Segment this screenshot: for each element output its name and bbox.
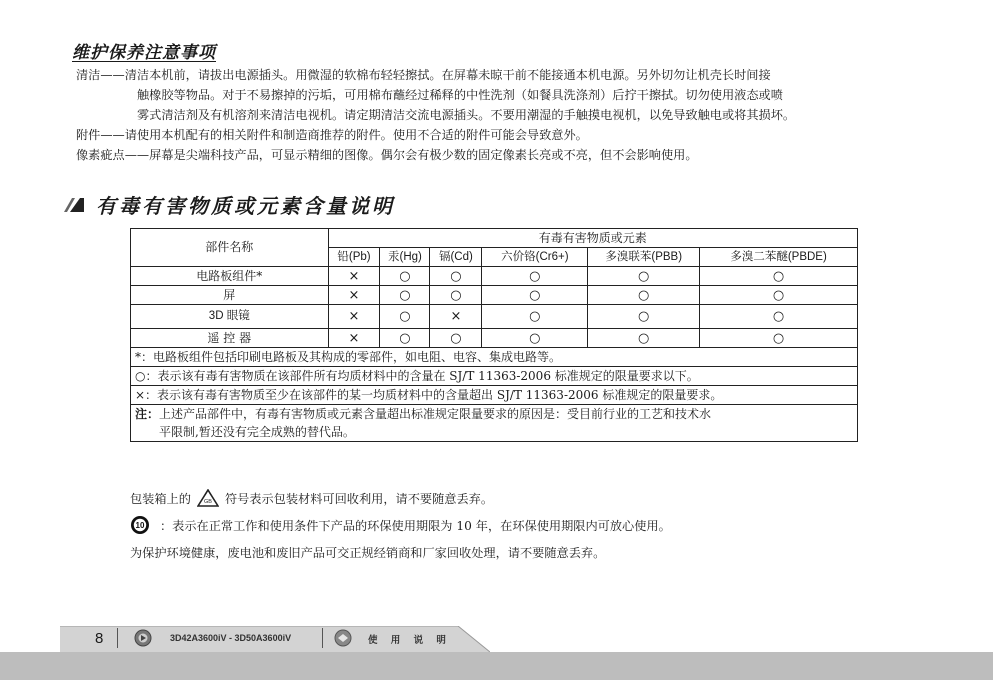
recycle-note — [130, 489, 493, 507]
cleaning-label: 清洁—— — [76, 68, 125, 82]
table-row — [131, 305, 858, 329]
footer-divider — [117, 628, 118, 648]
footer-divider — [322, 628, 323, 648]
recycle-icon — [197, 489, 219, 507]
battery-note: 为保护环境健康，废电池和废旧产品可交正规经销商和厂家回收处理，请不要随意丢弃。 — [130, 546, 606, 560]
epup-note — [130, 515, 671, 535]
pixel-paragraph: 像素疵点——屏幕是尖端科技产品，可显示精细的图像。偶尔会有极少数的固定像素长亮或不亮，但不会影响使用。 — [76, 148, 698, 162]
table-row — [131, 286, 858, 305]
disc-icon — [134, 629, 152, 647]
cleaning-line-2: 触橡胶等物品。对于不易擦掉的污垢，可用棉布蘸经过稀释的中性洗剂（如餐具洗涤剂）后拧干擦拭。切勿使用液态或喷 — [137, 88, 783, 102]
table-cell: ○ — [482, 267, 588, 286]
table-cell: ○ — [430, 329, 482, 348]
model-number: 3D42A3600iV - 3D50A3600iV — [170, 633, 292, 643]
column-header: 铅(Pb) — [328, 248, 380, 267]
part-name: 屏 — [131, 286, 329, 305]
table-cell: × — [430, 305, 482, 329]
manual-label: 使 用 说 明 — [368, 635, 451, 646]
column-header: 六价铬(Cr6+) — [482, 248, 588, 267]
column-header: 汞(Hg) — [380, 248, 430, 267]
manual-icon — [334, 629, 352, 647]
column-header: 多溴联苯(PBB) — [588, 248, 700, 267]
remark-line-1: 上述产品部件中，有毒有害物质或元素含量超出标准规定限量要求的原因是：受目前行业的工艺和技术水 — [159, 407, 712, 421]
table-row — [131, 329, 858, 348]
table-cell: ○ — [588, 286, 700, 305]
table-cell: ○ — [482, 329, 588, 348]
table-cell: ○ — [588, 329, 700, 348]
table-cell: ○ — [380, 267, 430, 286]
column-header: 多溴二苯醚(PBDE) — [700, 248, 858, 267]
epup-text: ：表示在正常工作和使用条件下产品的环保使用期限为 10 年，在环保使用期限内可放心使用。 — [160, 518, 671, 533]
recycle-text-after: 符号表示包装材料可回收利用，请不要随意丢弃。 — [224, 491, 494, 506]
table-row — [131, 267, 858, 286]
part-name: 3D 眼镜 — [131, 305, 329, 329]
table-cell: ○ — [700, 267, 858, 286]
hazard-title: 有毒有害物质或元素含量说明 — [96, 194, 395, 218]
table-note: ○：表示该有毒有害物质在该部件所有均质材料中的含量在 SJ/T 11363-2006 标准规定的限量要求以下。 — [131, 367, 858, 386]
table-cell: × — [328, 305, 380, 329]
table-cell: ○ — [588, 267, 700, 286]
footer-bar — [0, 652, 993, 680]
table-cell: ○ — [430, 286, 482, 305]
epup-number: 10 — [135, 521, 145, 530]
cleaning-line-3: 雾式清洁剂及有机溶剂来清洁电视机。请定期清洁交流电源插头。不要用潮湿的手触摸电视机，以免导致触电或将其损坏。 — [137, 108, 796, 122]
column-header: 镉(Cd) — [430, 248, 482, 267]
remark-label: 注： — [135, 407, 160, 421]
table-cell: ○ — [700, 329, 858, 348]
table-cell: ○ — [700, 286, 858, 305]
table-cell: ○ — [700, 305, 858, 329]
table-cell: × — [328, 329, 380, 348]
part-name: 遥 控 器 — [131, 329, 329, 348]
table-note: *：电路板组件包括印刷电路板及其构成的零部件，如电阻、电容、集成电路等。 — [131, 348, 858, 367]
table-cell: × — [328, 267, 380, 286]
table-cell: ○ — [430, 267, 482, 286]
hazard-table — [130, 228, 858, 442]
cleaning-line-1: 清洁本机前，请拔出电源插头。用微湿的软棉布轻轻擦拭。在屏幕未晾干前不能接通本机电源。另外切勿让机壳长时间接 — [124, 68, 771, 82]
table-note: ×：表示该有毒有害物质至少在该部件的某一均质材料中的含量超出 SJ/T 11363-2006 标准规定的限量要求。 — [131, 386, 858, 405]
substance-group-header: 有毒有害物质或元素 — [328, 229, 857, 248]
table-cell: ○ — [482, 305, 588, 329]
table-cell: ○ — [380, 329, 430, 348]
epup-icon — [130, 515, 150, 535]
page-number: 8 — [95, 630, 104, 647]
remark-line-2: 平限制,暂还没有完全成熟的替代品。 — [159, 425, 355, 439]
table-cell: ○ — [588, 305, 700, 329]
cleaning-paragraph — [76, 66, 771, 86]
part-name-header: 部件名称 — [131, 229, 329, 267]
table-cell: ○ — [482, 286, 588, 305]
section-bullet-icon — [62, 196, 86, 214]
hazard-section-heading — [62, 190, 395, 219]
table-cell: ○ — [380, 305, 430, 329]
table-note-remark — [131, 405, 858, 442]
maintenance-title: 维护保养注意事项 — [72, 43, 216, 63]
recycle-text-before: 包装箱上的 — [130, 491, 191, 506]
part-name: 电路板组件* — [131, 267, 329, 286]
svg-text:GB: GB — [203, 499, 212, 505]
table-cell: × — [328, 286, 380, 305]
accessory-paragraph: 附件——请使用本机配有的相关附件和制造商推荐的附件。使用不合适的附件可能会导致意外。 — [76, 128, 588, 142]
table-cell: ○ — [380, 286, 430, 305]
